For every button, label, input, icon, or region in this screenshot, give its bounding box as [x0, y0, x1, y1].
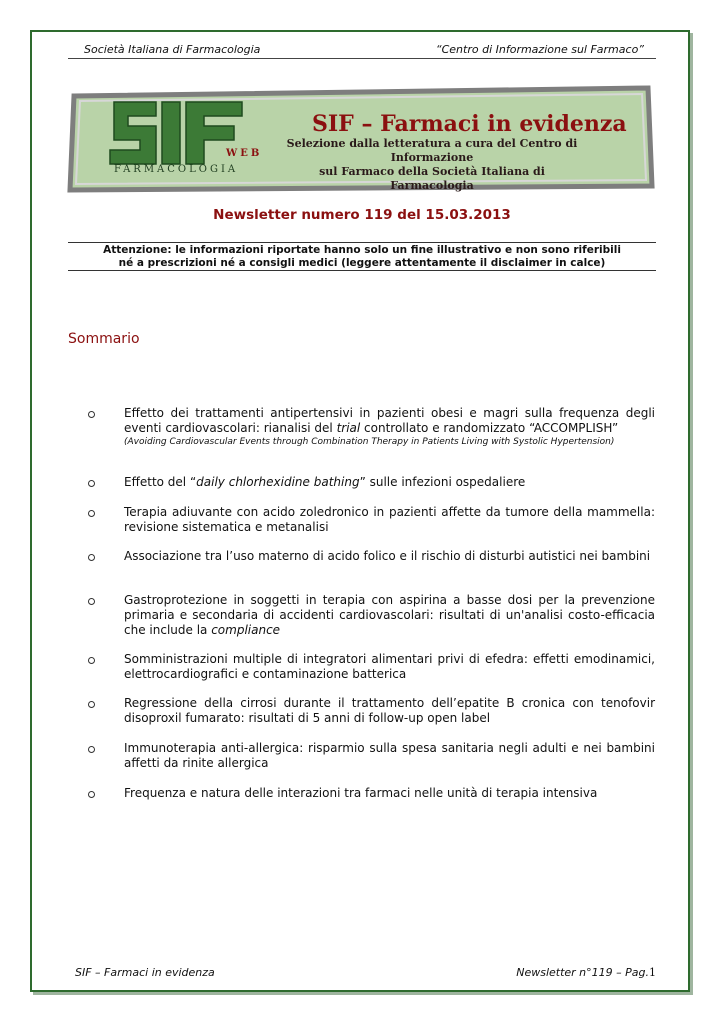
summary-item-text: Effetto del “daily chlorhexidine bathing” sulle infezioni ospedaliere	[124, 475, 526, 489]
page-number: 1	[649, 966, 656, 979]
summary-heading: Sommario	[68, 331, 140, 347]
banner-title: SIF – Farmaci in evidenza	[312, 111, 627, 137]
newsletter-title: Newsletter numero 119 del 15.03.2013	[213, 207, 511, 223]
bullet-icon	[88, 598, 95, 605]
footer-page-info: Newsletter n°119 – Pag.1	[516, 966, 656, 979]
sif-banner	[66, 84, 656, 194]
summary-item-text: Effetto dei trattamenti antipertensivi in pazienti obesi e magri sulla frequenza degli eventi cardiovascolari: rianalisi del trial controllato e randomizzato “ACCOMPLISH” (Avoiding Cardiovascular Events through Combination Therapy in Patients Living with Systolic Hypertension)	[124, 406, 655, 447]
bullet-icon	[88, 510, 95, 517]
summary-item-text: Associazione tra l’uso materno di acido folico e il rischio di disturbi autistici nei bambini	[124, 549, 651, 563]
bullet-icon	[88, 746, 95, 753]
logo-subtitle: FARMACOLOGIA	[114, 164, 239, 175]
header-center: “Centro di Informazione sul Farmaco”	[435, 43, 644, 56]
bullet-icon	[88, 554, 95, 561]
bullet-icon	[88, 657, 95, 664]
bullet-icon	[88, 791, 95, 798]
banner-subtitle	[282, 137, 582, 193]
summary-item-text: Frequenza e natura delle interazioni tra farmaci nelle unità di terapia intensiva	[124, 786, 598, 800]
summary-item-text: Regressione della cirrosi durante il trattamento dell’epatite B cronica con tenofovir disoproxil fumarato: risultati di 5 anni di follow-up open label	[124, 696, 655, 725]
disclaimer-notice	[68, 242, 656, 271]
banner-subtitle-line2: sul Farmaco della Società Italiana di Farmacologia	[319, 165, 545, 192]
summary-item-text: Immunoterapia anti-allergica: risparmio sulla spesa sanitaria negli adulti e nei bambini affetti da rinite allergica	[124, 741, 655, 770]
banner-subtitle-line1: Selezione dalla letteratura a cura del Centro di Informazione	[286, 137, 578, 164]
logo-web-text: WEB	[226, 148, 263, 159]
bullet-icon	[88, 411, 95, 418]
footer-title: SIF – Farmaci in evidenza	[75, 966, 215, 979]
bullet-icon	[88, 480, 95, 487]
summary-item-text: Terapia adiuvante con acido zoledronico in pazienti affette da tumore della mammella: revisione sistematica e metanalisi	[124, 505, 655, 534]
header-society: Società Italiana di Farmacologia	[84, 43, 261, 56]
summary-item-text: Somministrazioni multiple di integratori alimentari privi di efedra: effetti emodinamici, elettrocardiografici e contaminazione batterica	[124, 652, 655, 681]
summary-item-text: Gastroprotezione in soggetti in terapia con aspirina a basse dosi per la prevenzione primaria e secondaria di accidenti cardiovascolari: risultati di un'analisi costo-efficacia che include la compliance	[124, 593, 655, 637]
running-footer	[68, 966, 656, 982]
running-header	[68, 42, 656, 59]
disclaimer-line2: né a prescrizioni né a consigli medici (leggere attentamente il disclaimer in calce)	[118, 257, 606, 269]
summary-item-note: (Avoiding Cardiovascular Events through Combination Therapy in Patients Living with Systolic Hypertension)	[124, 437, 615, 447]
disclaimer-line1: Attenzione: le informazioni riportate hanno solo un fine illustrativo e non sono riferibili	[103, 244, 621, 256]
bullet-icon	[88, 701, 95, 708]
